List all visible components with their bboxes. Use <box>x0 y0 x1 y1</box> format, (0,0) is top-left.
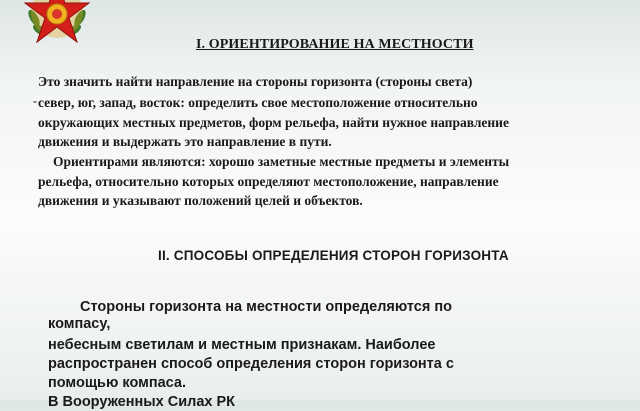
dash-bullet: - <box>33 94 37 108</box>
red-star-emblem-icon <box>24 0 90 50</box>
body-line: движения и выдержать это направление в пути. <box>38 134 332 149</box>
section-heading-methods: II. СПОСОБЫ ОПРЕДЕЛЕНИЯ СТОРОН ГОРИЗОНТА <box>158 248 509 263</box>
body-line: компасу, <box>48 316 111 332</box>
body-line: Ориентирами являются: хорошо заметные местные предметы и элементы <box>53 154 510 169</box>
body-line: окружающих местных предметов, форм рельефа, найти нужное направление <box>38 115 509 130</box>
body-line: север, юг, запад, восток: определить свое местоположение относительно <box>38 95 478 110</box>
section-heading-orientation: I. ОРИЕНТИРОВАНИЕ НА МЕСТНОСТИ <box>196 37 474 52</box>
body-line: Это значить найти направление на стороны горизонта (стороны света) <box>38 74 473 89</box>
body-line: распространен способ определения сторон горизонта с <box>48 356 454 372</box>
body-line: движения и указывают положений целей и объектов. <box>38 193 363 208</box>
body-line: небесным светилам и местным признакам. Наиболее <box>48 337 436 353</box>
body-line: Стороны горизонта на местности определяются по <box>80 299 452 315</box>
body-line: рельефа, относительно которых определяют местоположение, направление <box>38 174 499 189</box>
body-line: помощью компаса. <box>48 375 186 391</box>
body-line: В Вооруженных Силах РК <box>48 394 236 410</box>
